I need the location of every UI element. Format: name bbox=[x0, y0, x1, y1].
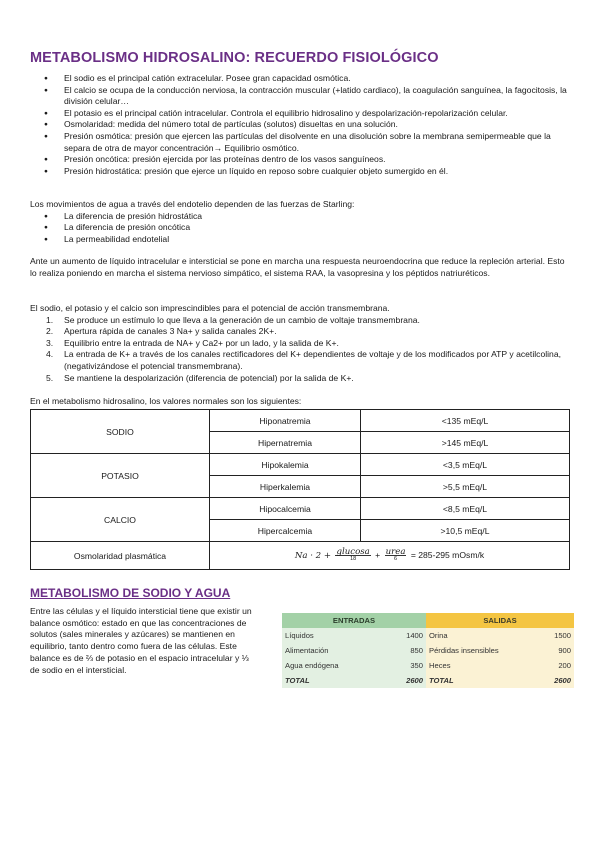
entrada-value: 1400 bbox=[380, 628, 426, 643]
neuroendocrine-paragraph bbox=[30, 256, 570, 279]
normal-values-table bbox=[30, 409, 570, 570]
starling-section bbox=[30, 199, 570, 245]
formula-start: Na · 2 + bbox=[294, 550, 332, 561]
salidas-header: SALIDAS bbox=[426, 613, 574, 628]
condition-name: Hipocalcemia bbox=[210, 498, 361, 520]
page-title: METABOLISMO HIDROSALINO: RECUERDO FISIOLÓGICO bbox=[30, 50, 439, 66]
condition-name: Hipercalcemia bbox=[210, 520, 361, 542]
ion-label: POTASIO bbox=[31, 454, 210, 498]
fraction-numerator: urea bbox=[385, 547, 406, 557]
entrada-value: 350 bbox=[380, 658, 426, 673]
intro-bullets bbox=[30, 73, 570, 177]
entrada-value: 850 bbox=[380, 643, 426, 658]
condition-name: Hiponatremia bbox=[210, 410, 361, 432]
ion-label: SODIO bbox=[31, 410, 210, 454]
item-number: 1. bbox=[46, 314, 54, 325]
item-number: 5. bbox=[46, 372, 54, 383]
fraction-urea bbox=[385, 549, 407, 562]
condition-value: >5,5 mEq/L bbox=[361, 476, 570, 498]
salida-name: Pérdidas insensibles bbox=[426, 643, 528, 658]
list-item: ● Osmolaridad: medida del número total de partículas (solutos) disueltas en una solución. bbox=[64, 119, 570, 131]
fraction-glucose bbox=[335, 549, 370, 562]
salida-value: 200 bbox=[528, 658, 574, 673]
item-text: Equilibrio entre la entrada de NA+ y Ca2+ por un lado, y la salida de K+. bbox=[64, 337, 339, 348]
entrada-name: Agua endógena bbox=[282, 658, 380, 673]
list-item: ● El potasio es el principal catión intracelular. Controla el equilibrio hidrosalino y despolarización-repolarización celular. bbox=[64, 108, 570, 120]
action-potential-section bbox=[30, 303, 570, 384]
salida-value: 900 bbox=[528, 643, 574, 658]
condition-value: <8,5 mEq/L bbox=[361, 498, 570, 520]
condition-name: Hipernatremia bbox=[210, 432, 361, 454]
condition-value: <3,5 mEq/L bbox=[361, 454, 570, 476]
list-item: ● El calcio se ocupa de la conducción nerviosa, la contracción muscular (+latido cardiaco), la coagulación sanguínea, la fagocitosis, la división celular… bbox=[64, 85, 570, 108]
item-number: 4. bbox=[46, 349, 54, 360]
list-item bbox=[46, 314, 570, 327]
entradas-header: ENTRADAS bbox=[282, 613, 426, 628]
item-text: Se mantiene la despolarización (diferencia de potencial) por la salida de K+. bbox=[64, 372, 354, 383]
list-item: ● Presión osmótica: presión que ejercen las partículas del disolvente en una disolución sobre la membrana semipermeable que la separa de otra de mayor concentración→ Equilibrio osmótico. bbox=[64, 131, 570, 154]
fraction-denominator: 6 bbox=[393, 556, 398, 562]
list-item bbox=[46, 372, 570, 385]
formula-plus: + bbox=[375, 549, 381, 560]
fraction-numerator: glucosa bbox=[336, 547, 370, 557]
osmolarity-label: Osmolaridad plasmática bbox=[31, 542, 210, 570]
section-title: METABOLISMO DE SODIO Y AGUA bbox=[30, 586, 231, 600]
item-number: 3. bbox=[46, 337, 54, 348]
list-item: ● La diferencia de presión oncótica bbox=[64, 222, 570, 234]
list-item: ● El sodio es el principal catión extracelular. Posee gran capacidad osmótica. bbox=[64, 73, 570, 85]
entrada-total-label: TOTAL bbox=[282, 673, 380, 688]
formula-result: = 285-295 mOsm/k bbox=[410, 549, 485, 560]
fraction-denominator: 18 bbox=[350, 556, 357, 562]
list-item: ● Presión hidrostática: presión que ejerce un líquido en reposo sobre cualquier objeto sumergido en él. bbox=[64, 166, 570, 178]
item-text: La entrada de K+ a través de los canales rectificadores del K+ dependientes de voltaje y de los modificados por ATP y acetilcolina, (negativizándose el potencial transmembrana). bbox=[64, 349, 561, 371]
list-item bbox=[46, 337, 570, 350]
paragraph: En el metabolismo hidrosalino, los valores normales son los siguientes: bbox=[30, 396, 302, 406]
entrada-name: Líquidos bbox=[282, 628, 380, 643]
starling-intro: Los movimientos de agua a través del endotelio dependen de las fuerzas de Starling: bbox=[30, 199, 355, 209]
condition-name: Hipokalemia bbox=[210, 454, 361, 476]
paragraph: Ante un aumento de líquido intracelular e intersticial se pone en marcha una respuesta neuroendocrina que reduce la repleción arterial. Esto lo realiza poniendo en marcha el sistema nervioso simpático, el sistema RAA, la vasopresina y los péptidos natriuréticos. bbox=[30, 256, 565, 278]
water-balance-table bbox=[282, 613, 574, 688]
paragraph: El sodio, el potasio y el calcio son imprescindibles para el potencial de acción transmembrana. bbox=[30, 303, 390, 313]
condition-value: <135 mEq/L bbox=[361, 410, 570, 432]
osmolarity-formula bbox=[210, 542, 570, 570]
condition-value: >145 mEq/L bbox=[361, 432, 570, 454]
item-text: Se produce un estímulo lo que lleva a la generación de un cambio de voltaje transmembrana. bbox=[64, 314, 420, 325]
salida-name: Orina bbox=[426, 628, 528, 643]
entrada-total-value: 2600 bbox=[380, 673, 426, 688]
list-item: ● La diferencia de presión hidrostática bbox=[64, 211, 570, 223]
list-item bbox=[46, 326, 570, 338]
salida-total-value: 2600 bbox=[528, 673, 574, 688]
salida-value: 1500 bbox=[528, 628, 574, 643]
list-item: ● Presión oncótica: presión ejercida por las proteínas dentro de los vasos sanguíneos. bbox=[64, 154, 570, 166]
balance-paragraph: Entre las células y el líquido intersticial tiene que existir un balance osmótico: estado en que las concentraciones de solutos (sales minerales y azúcares) se mantienen en equilibrio, tanto dentro como fuera de las células. Este balance es de ⅔ de potasio en el espacio intracelular y ⅓ de sodio en el intersticial. bbox=[30, 606, 252, 675]
salida-name: Heces bbox=[426, 658, 528, 673]
item-number: 2. bbox=[46, 326, 54, 337]
table-intro bbox=[30, 396, 570, 408]
condition-value: >10,5 mEq/L bbox=[361, 520, 570, 542]
salida-total-label: TOTAL bbox=[426, 673, 528, 688]
item-text: Apertura rápida de canales 3 Na+ y salida canales 2K+. bbox=[64, 326, 277, 337]
ion-label: CALCIO bbox=[31, 498, 210, 542]
list-item bbox=[46, 349, 570, 372]
condition-name: Hiperkalemia bbox=[210, 476, 361, 498]
entrada-name: Alimentación bbox=[282, 643, 380, 658]
list-item: ● La permeabilidad endotelial bbox=[64, 234, 570, 246]
